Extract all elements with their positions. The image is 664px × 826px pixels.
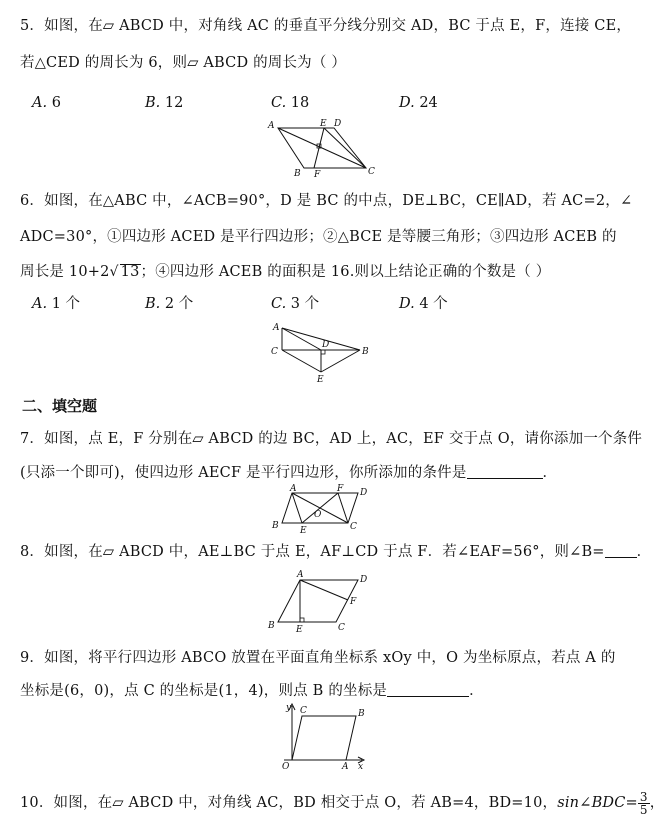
q6-line3-post: ；④四边形 ACEB 的面积是 16.则以上结论正确的个数是（ ） bbox=[140, 264, 551, 280]
q6-sqrt-value: 13 bbox=[120, 264, 140, 280]
q6-line3-pre: 周长是 10+2 bbox=[20, 264, 110, 280]
q5-label-f: F bbox=[314, 170, 321, 180]
q6-label-c: C bbox=[271, 347, 278, 357]
q7-label-b: B bbox=[272, 521, 279, 531]
q6-label-a: A bbox=[273, 323, 280, 333]
q5-label-e: E bbox=[320, 119, 327, 129]
q5-option-d: D. 24 bbox=[399, 95, 438, 111]
q6-option-d: D. 4 个 bbox=[399, 296, 448, 312]
q5-figure bbox=[262, 116, 382, 178]
q9-line2-text: 坐标是(6，0)，点 C 的坐标是(1，4)，则点 B 的坐标是 bbox=[20, 683, 388, 699]
q8-label-a: A bbox=[297, 570, 304, 580]
q7-line2-text: (只添一个即可)，使四边形 AECF 是平行四边形，你所添加的条件是 bbox=[20, 465, 467, 481]
q7-label-o: O bbox=[314, 510, 322, 520]
q6-option-b: B. 2 个 bbox=[145, 296, 194, 312]
q10-fraction: $\frac{3}{5}$ bbox=[639, 789, 648, 817]
q8-line1-text: 8．如图，在▱ ABCD 中，AE⊥BC 于点 E，AF⊥CD 于点 F．若∠EAF=56°，则∠B= bbox=[20, 544, 605, 560]
q9-label-x: x bbox=[358, 762, 364, 772]
q7-label-a: A bbox=[290, 484, 297, 494]
q6-label-e: E bbox=[317, 375, 324, 385]
q7-label-e: E bbox=[300, 526, 307, 536]
q9-label-o: O bbox=[282, 762, 290, 772]
q6-label-d: D bbox=[322, 340, 330, 350]
q6-line3: 周长是 10+2√ 13；④四边形 ACEB 的面积是 16.则以上结论正确的个数是（ ） bbox=[20, 264, 551, 280]
q5-label-a: A bbox=[268, 121, 275, 131]
q5-label-c: C bbox=[368, 167, 375, 177]
q8-label-b: B bbox=[268, 621, 275, 631]
q6-line1: 6．如图，在△ABC 中，∠ACB=90°，D 是 BC 的中点，DE⊥BC，CE∥AD，若 AC=2，∠ bbox=[20, 193, 633, 209]
q8-line1: 8．如图，在▱ ABCD 中，AE⊥BC 于点 E，AF⊥CD 于点 F．若∠EAF=56°，则∠B= ． bbox=[20, 544, 652, 560]
q6-label-b: B bbox=[362, 347, 369, 357]
section-title-fill-in: 二、填空题 bbox=[22, 397, 98, 415]
q7-label-f: F bbox=[337, 484, 344, 494]
q10-line1-text: 10．如图，在▱ ABCD 中，对角线 AC，BD 相交于点 O，若 AB=4，BD=10， bbox=[20, 795, 558, 811]
q6-option-c: C. 3 个 bbox=[271, 296, 320, 312]
q6-figure bbox=[268, 318, 376, 384]
q8-label-e: E bbox=[296, 625, 303, 635]
q7-line1: 7．如图，点 E，F 分别在▱ ABCD 的边 BC，AD 上，AC，EF 交于点 O，请你添加一个条件 bbox=[20, 431, 643, 447]
q7-figure bbox=[262, 483, 382, 536]
q9-line1: 9．如图，将平行四边形 ABCO 放置在平面直角坐标系 xOy 中，O 为坐标原点，若点 A 的 bbox=[20, 650, 616, 666]
q8-label-f: F bbox=[350, 597, 357, 607]
q9-label-c: C bbox=[300, 706, 307, 716]
q9-answer-blank[interactable] bbox=[387, 682, 469, 697]
q8-label-c: C bbox=[338, 623, 345, 633]
q6-line2: ADC=30°，①四边形 ACED 是平行四边形；②△BCE 是等腰三角形；③四边形 ACEB 的 bbox=[20, 229, 617, 245]
q7-label-c: C bbox=[350, 522, 357, 532]
q5-option-a: A. 6 bbox=[32, 95, 61, 111]
q7-line2: (只添一个即可)，使四边形 AECF 是平行四边形，你所添加的条件是 ． bbox=[20, 465, 558, 481]
q10-sin-expression: sin∠BDC= bbox=[557, 795, 638, 811]
q7-label-d: D bbox=[360, 488, 368, 498]
q8-label-d: D bbox=[360, 575, 368, 585]
q9-label-y: y bbox=[286, 703, 292, 713]
q9-line2: 坐标是(6，0)，点 C 的坐标是(1，4)，则点 B 的坐标是 ． bbox=[20, 683, 484, 699]
q8-figure bbox=[264, 568, 380, 634]
q6-option-a: A. 1 个 bbox=[32, 296, 81, 312]
q7-answer-blank[interactable] bbox=[467, 464, 543, 479]
q5-option-b: B. 12 bbox=[145, 95, 184, 111]
q10-line1: 10．如图，在▱ ABCD 中，对角线 AC，BD 相交于点 O，若 AB=4，BD=10，sin∠BDC= $\frac{3}{5}$ ， bbox=[20, 789, 664, 817]
q5-option-c: C. 18 bbox=[271, 95, 310, 111]
q5-label-b: B bbox=[294, 169, 301, 179]
q5-label-d: D bbox=[334, 119, 342, 129]
q9-label-b: B bbox=[358, 709, 365, 719]
q9-label-a: A bbox=[342, 762, 349, 772]
q5-line1: 5．如图，在▱ ABCD 中，对角线 AC 的垂直平分线分别交 AD，BC 于点 E，F，连接 CE， bbox=[20, 18, 632, 34]
q5-line2: 若△CED 的周长为 6，则▱ ABCD 的周长为（ ） bbox=[20, 55, 347, 71]
q9-figure bbox=[278, 700, 368, 770]
q8-answer-blank[interactable] bbox=[605, 543, 637, 558]
